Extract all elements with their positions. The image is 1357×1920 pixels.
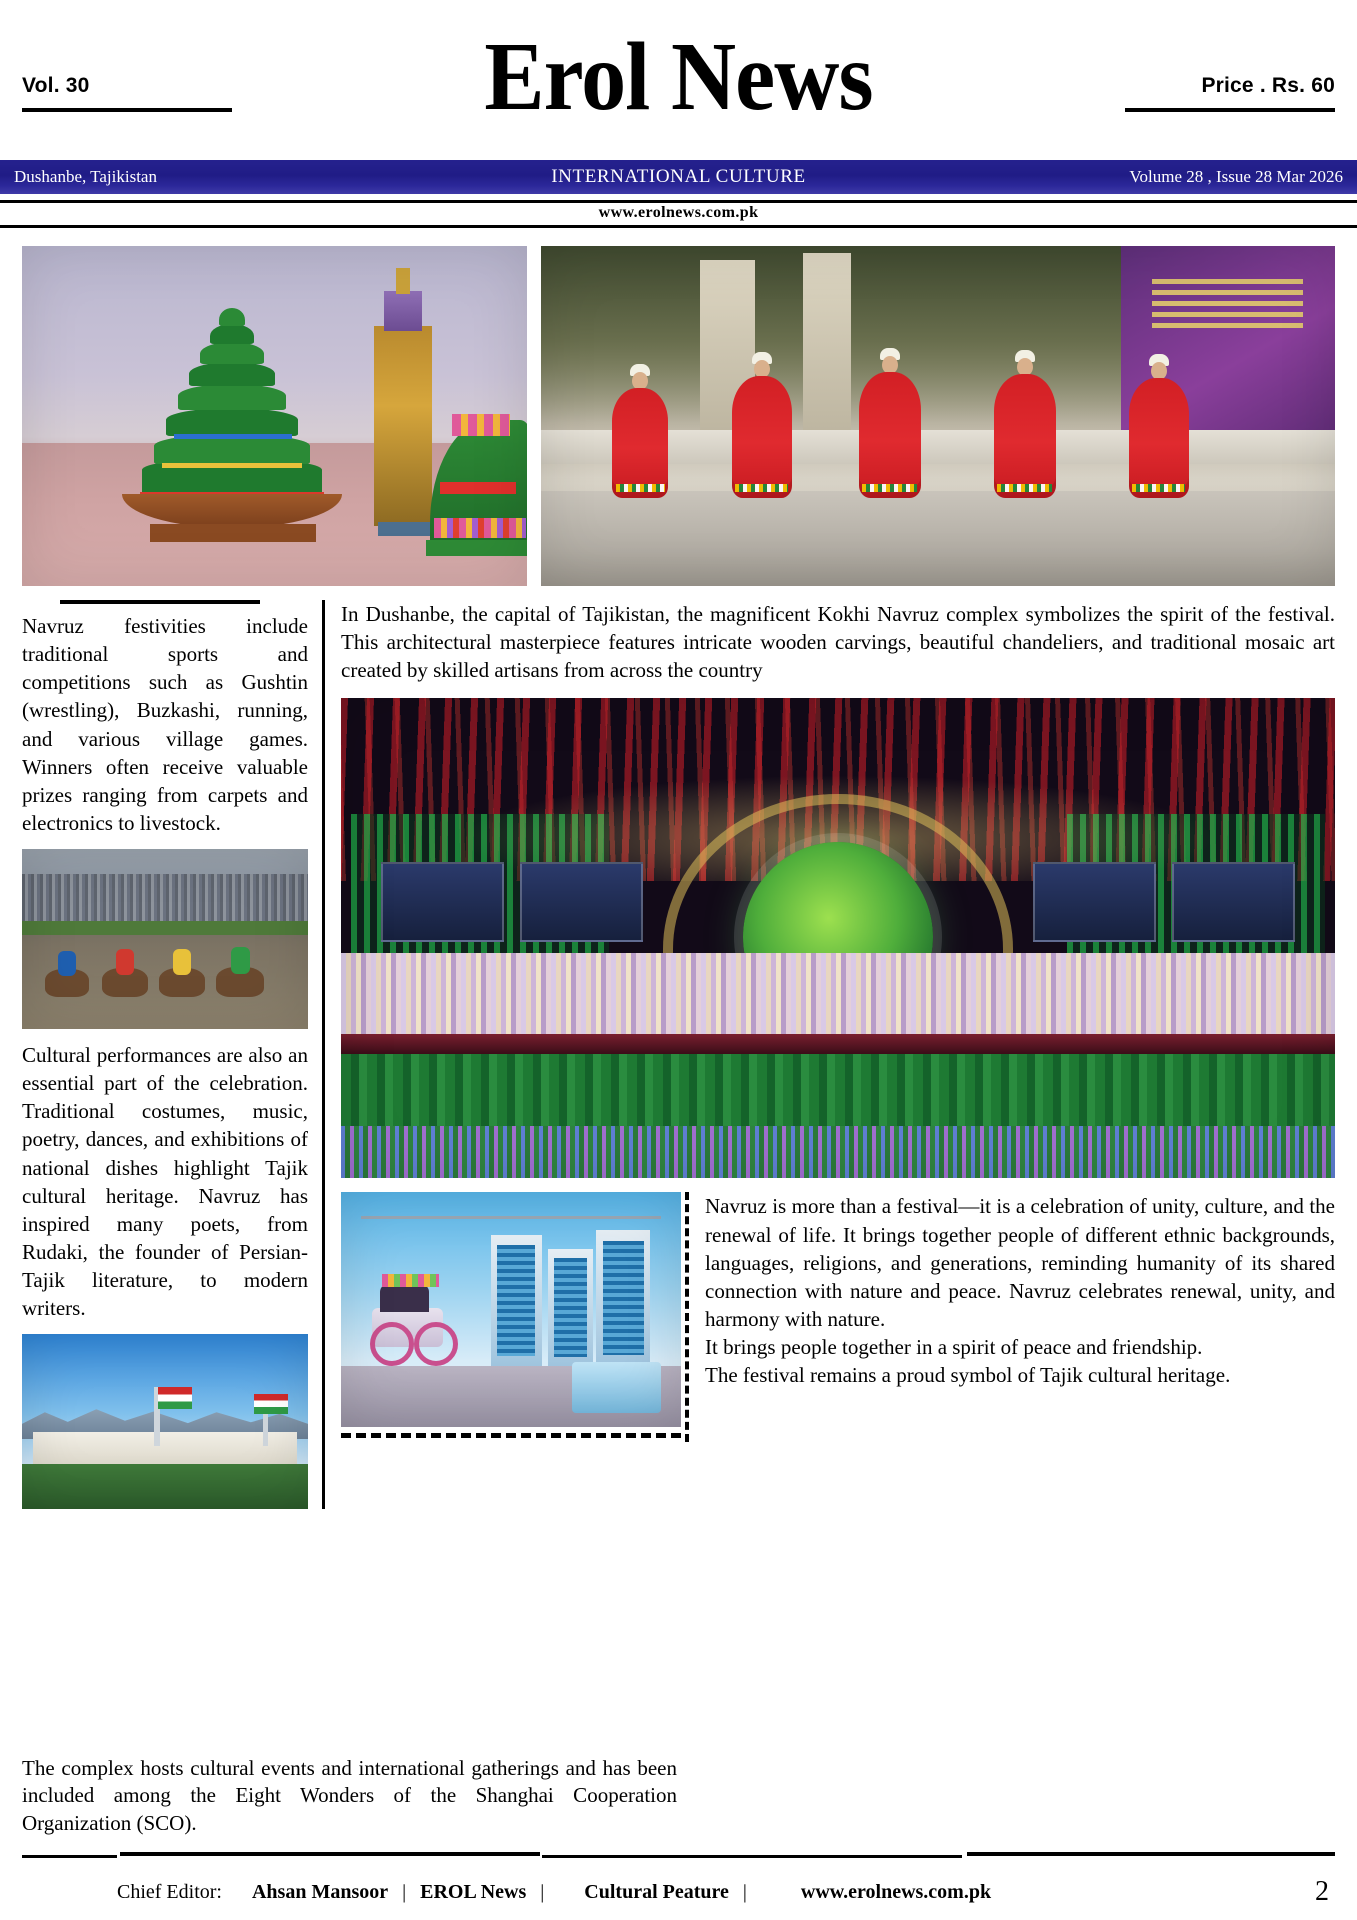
lower-left-block — [341, 1192, 681, 1442]
footer-url[interactable]: www.erolnews.com.pk — [800, 1880, 992, 1903]
left-column — [22, 600, 322, 1509]
footer — [0, 1852, 1357, 1920]
page-number: 2 — [1315, 1876, 1329, 1907]
dushanbe-parade-float-photo — [341, 1192, 681, 1427]
info-bar-issue: Volume 28 , Issue 28 Mar 2026 — [1129, 167, 1343, 186]
footer-rule-1 — [22, 1855, 117, 1858]
traditional-dancers-photo — [541, 246, 1335, 586]
footer-rule-3 — [542, 1855, 962, 1858]
price-block — [1125, 74, 1335, 160]
lower-content-row — [341, 1192, 1335, 1442]
page-title: Erol News — [484, 22, 873, 131]
website-url[interactable]: www.erolnews.com.pk — [598, 204, 759, 221]
price-label: Price . Rs. 60 — [1201, 74, 1335, 97]
buzkashi-horse-race-photo — [22, 849, 308, 1029]
volume-label: Vol. 30 — [22, 74, 90, 97]
footer-brand: EROL News — [420, 1880, 527, 1903]
navruz-stage-ceremony-photo — [341, 698, 1335, 1178]
footer-separator-3: | — [742, 1880, 747, 1903]
bottom-right-paragraph-1: Navruz is more than a festival—it is a celebration of unity, culture, and the renewal of life. It brings together people of different ethnic backgrounds, languages, religions, and generations, reminding humanity of its shared connection with nature and peace. Navruz celebrates renewal, unity, and harmony with nature. — [705, 1194, 1335, 1331]
footer-rules — [22, 1852, 1335, 1862]
bottom-right-column — [685, 1192, 1335, 1442]
bottom-right-paragraph-3: The festival remains a proud symbol of Tajik cultural heritage. — [705, 1363, 1231, 1388]
bottom-caption-wrap — [22, 1755, 677, 1837]
page-content — [0, 228, 1357, 1835]
top-photo-row — [22, 246, 1335, 586]
bottom-caption: The complex hosts cultural events and international gatherings and has been included among the Eight Wonders of the Shanghai Cooperation Organization (SCO). — [22, 1756, 677, 1835]
chief-editor-label: Chief Editor: — [117, 1880, 222, 1903]
info-bar-location: Dushanbe, Tajikistan — [14, 167, 157, 186]
footer-rule-2 — [120, 1852, 540, 1856]
left-article-paragraph-1: Navruz festivities include traditional sports and competitions such as Gushtin (wrestling), Buzkashi, running, and various village games. Winners often receive valuable prizes ranging from carpets and electronics to livestock. — [22, 614, 308, 835]
info-bar — [0, 160, 1357, 194]
bottom-caption-divider — [341, 1433, 681, 1438]
column-region — [22, 600, 1335, 1509]
dushanbe-palace-photo — [22, 1334, 308, 1509]
footer-rule-4 — [967, 1852, 1335, 1856]
left-column-rule — [60, 600, 260, 604]
footer-feature: Cultural Peature — [584, 1880, 729, 1903]
main-column — [322, 600, 1335, 1509]
website-strip — [0, 200, 1357, 228]
volume-block — [22, 74, 232, 160]
navruz-monument-photo — [22, 246, 527, 586]
footer-line — [22, 1862, 1335, 1908]
main-lead-paragraph: In Dushanbe, the capital of Tajikistan, the magnificent Kokhi Navruz complex symbolizes the spirit of the festival. This architectural masterpiece features intricate wooden carvings, beautiful chandeliers, and traditional mosaic art created by skilled artisans from across the country — [341, 602, 1335, 683]
footer-separator-1: | — [402, 1880, 407, 1903]
volume-underline — [22, 108, 232, 112]
footer-separator-2: | — [540, 1880, 545, 1903]
info-bar-section: INTERNATIONAL CULTURE — [551, 166, 806, 187]
price-underline — [1125, 108, 1335, 112]
left-article-paragraph-2: Cultural performances are also an essential part of the celebration. Traditional costumes, music, poetry, dances, and exhibitions of national dishes highlight Tajik cultural heritage. Navruz has inspired many poets, from Rudaki, the founder of Persian-Tajik literature, to modern writers. — [22, 1043, 308, 1321]
editor-name: Ahsan Mansoor — [251, 1880, 389, 1903]
bottom-right-paragraph-2: It brings people together in a spirit of peace and friendship. — [705, 1335, 1203, 1359]
masthead — [0, 0, 1357, 160]
